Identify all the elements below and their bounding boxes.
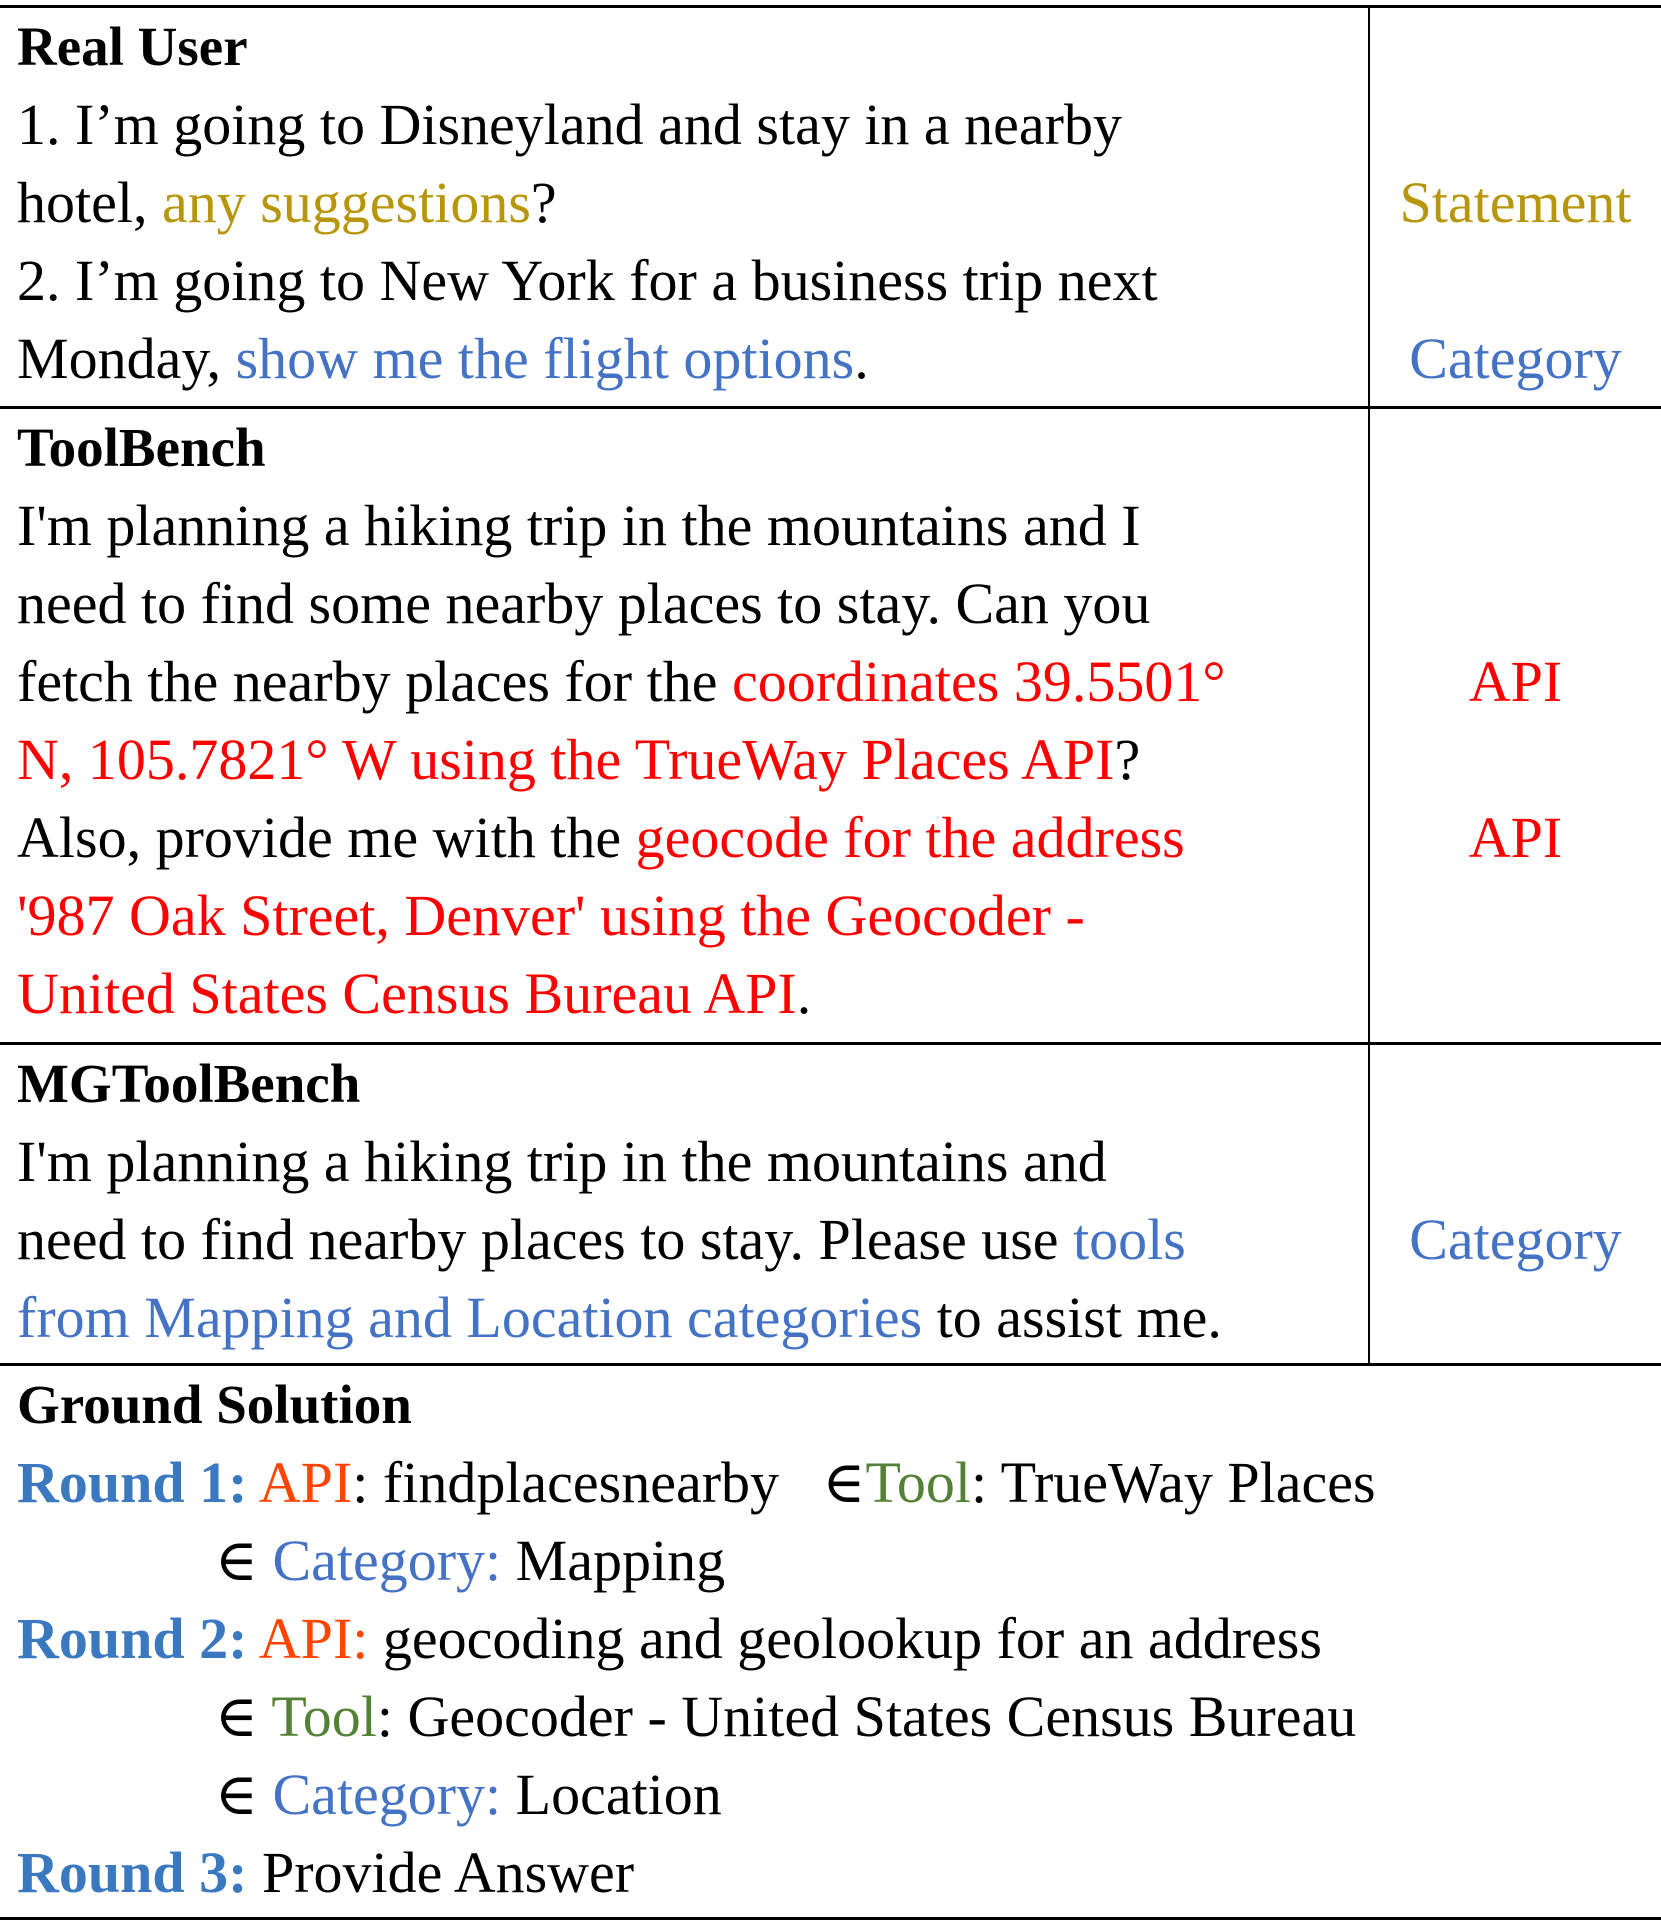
table-top-rule: [0, 5, 1661, 8]
row-divider-1: [0, 406, 1661, 409]
api-label-1: API: [1468, 649, 1563, 714]
category-highlight-mg: tools: [1073, 1207, 1186, 1272]
real-user-q1-line1: 1. I’m going to Disneyland and stay in a nearby: [17, 92, 1122, 157]
round1-label: Round 1:: [17, 1450, 248, 1515]
round1-line2: ∈ Category: Mapping: [215, 1528, 726, 1593]
mgtoolbench-line2: need to find nearby places to stay. Please use tools: [17, 1207, 1186, 1272]
toolbench-line6: '987 Oak Street, Denver' using the Geocoder -: [17, 883, 1085, 948]
row-divider-3: [0, 1363, 1661, 1366]
round2-line3: ∈ Category: Location: [215, 1762, 722, 1827]
mgtoolbench-line1: I'm planning a hiking trip in the mountains and: [17, 1129, 1107, 1194]
statement-highlight: any suggestions: [161, 170, 531, 235]
category-label-mg: Category: [1409, 1207, 1622, 1272]
real-user-title: Real User: [17, 16, 248, 77]
round2-label: Round 2:: [17, 1606, 248, 1671]
toolbench-line1: I'm planning a hiking trip in the mountains and I: [17, 493, 1141, 558]
round2-line2: ∈ Tool: Geocoder - United States Census Bureau: [215, 1684, 1357, 1749]
round3-line: Round 3: Provide Answer: [17, 1840, 635, 1905]
round2-line1: Round 2: API: geocoding and geolookup for an address: [17, 1606, 1322, 1671]
category-highlight: show me the flight options: [235, 326, 855, 391]
api-highlight-2: geocode for the address: [635, 805, 1185, 870]
mgtoolbench-title: MGToolBench: [17, 1053, 361, 1114]
element-of-symbol: ∈: [822, 1450, 866, 1515]
mgtoolbench-line3: from Mapping and Location categories to assist me.: [17, 1285, 1222, 1350]
toolbench-title: ToolBench: [17, 417, 266, 478]
toolbench-line2: need to find some nearby places to stay. Can you: [17, 571, 1151, 636]
toolbench-line5: Also, provide me with the geocode for the address: [17, 805, 1185, 870]
real-user-q2-line2: Monday, show me the flight options.: [17, 326, 869, 391]
round3-label: Round 3:: [17, 1840, 248, 1905]
table-bottom-rule: [0, 1917, 1661, 1920]
real-user-q2-line1: 2. I’m going to New York for a business trip next: [17, 248, 1158, 313]
api-label-2: API: [1468, 805, 1563, 870]
real-user-q1-line2: hotel, any suggestions?: [17, 170, 557, 235]
ground-solution-title: Ground Solution: [17, 1374, 412, 1435]
api-highlight-1: coordinates 39.5501°: [731, 649, 1226, 714]
statement-label: Statement: [1399, 170, 1632, 235]
round1-line1: Round 1: API: findplacesnearby ∈Tool: TrueWay Places: [17, 1450, 1376, 1515]
row-divider-2: [0, 1042, 1661, 1045]
toolbench-line4: N, 105.7821° W using the TrueWay Places API?: [17, 727, 1141, 792]
toolbench-line3: fetch the nearby places for the coordinates 39.5501°: [17, 649, 1226, 714]
category-label: Category: [1409, 326, 1622, 391]
toolbench-line7: United States Census Bureau API.: [17, 961, 812, 1026]
